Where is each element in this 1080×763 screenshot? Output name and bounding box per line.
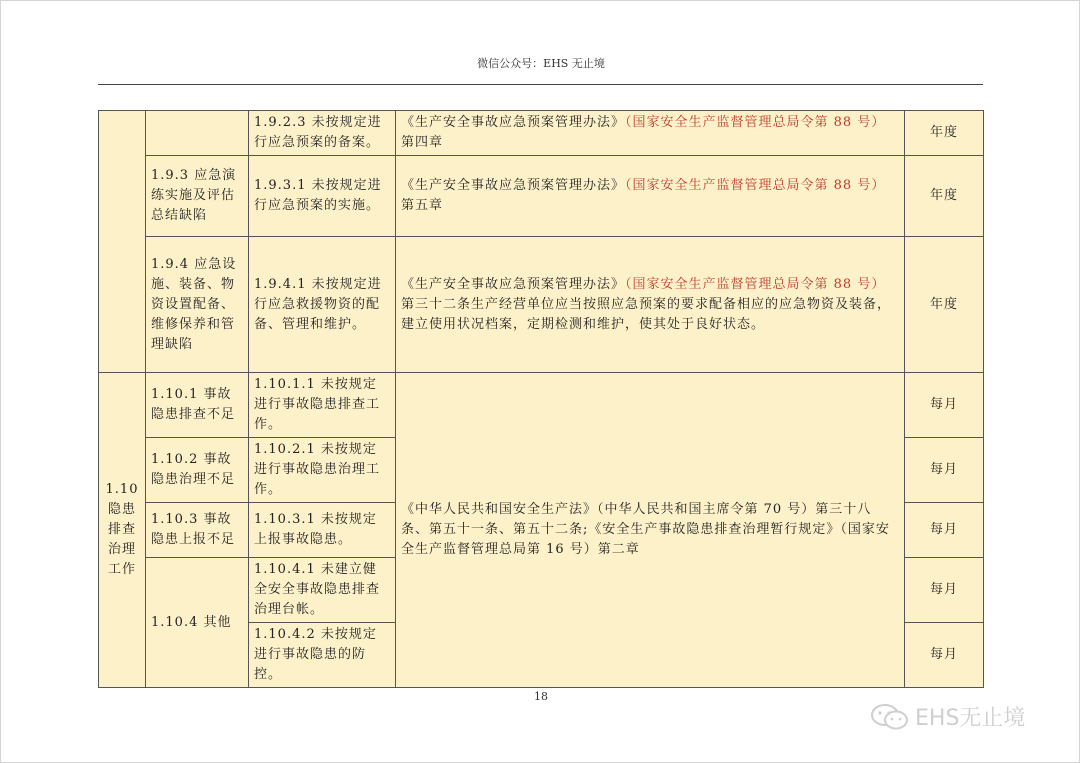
- basis-decree-text: （国家安全生产监督管理总局令第 88 号）: [625, 115, 886, 130]
- subcategory-cell: 1.10.1 事故隐患排查不足: [146, 373, 249, 438]
- table-row: [99, 111, 984, 156]
- basis-cell-merged: 《中华人民共和国安全生产法》（中华人民共和国主席令第 70 号）第三十八条、第五十一条、第五十二条;《安全生产事故隐患排查治理暂行规定》（国家安全生产监督管理总局第 16 号）第二章: [396, 373, 905, 688]
- item-cell: 1.9.3.1 未按规定进行应急预案的实施。: [249, 156, 396, 237]
- basis-cell: [396, 156, 905, 237]
- frequency-cell: 每月: [905, 438, 984, 503]
- item-cell: 1.10.4.1 未建立健全安全事故隐患排查治理台帐。: [249, 558, 396, 623]
- subcategory-cell: 1.10.2 事故隐患治理不足: [146, 438, 249, 503]
- frequency-cell: 年度: [905, 111, 984, 156]
- category-cell-1-10: 1.10 隐患排查治理工作: [99, 373, 146, 688]
- basis-chapter-text: 第四章: [401, 135, 444, 150]
- subcategory-cell: 1.10.4 其他: [146, 558, 249, 688]
- page-number: 18: [534, 690, 548, 703]
- subcategory-cell: 1.9.3 应急演练实施及评估总结缺陷: [146, 156, 249, 237]
- frequency-cell: 年度: [905, 156, 984, 237]
- page-header: 微信公众号：EHS 无止境: [477, 57, 605, 70]
- basis-decree-text: （国家安全生产监督管理总局令第 88 号）: [625, 178, 886, 193]
- item-cell: 1.10.1.1 未按规定进行事故隐患排查工作。: [249, 373, 396, 438]
- subcategory-cell: 1.10.3 事故隐患上报不足: [146, 503, 249, 558]
- frequency-cell: 每月: [905, 623, 984, 688]
- basis-chapter-text: 第三十二条生产经营单位应当按照应急预案的要求配备相应的应急物资及装备，建立使用状况档案，定期检测和维护，使其处于良好状态。: [401, 296, 892, 332]
- subcategory-cell: [146, 111, 249, 156]
- basis-cell: [396, 237, 905, 373]
- table-row: [99, 373, 984, 438]
- wechat-icon: [869, 702, 911, 732]
- table-row: [99, 237, 984, 373]
- watermark-text: EHS无止境: [915, 706, 1026, 731]
- frequency-cell: 每月: [905, 558, 984, 623]
- basis-text: 《生产安全事故应急预案管理办法》: [401, 178, 626, 193]
- item-cell: 1.10.4.2 未按规定进行事故隐患的防控。: [249, 623, 396, 688]
- frequency-cell: 每月: [905, 373, 984, 438]
- subcategory-cell: 1.9.4 应急设施、装备、物资设置配备、维修保养和管理缺陷: [146, 237, 249, 373]
- regulation-table: [98, 110, 984, 688]
- basis-text: 《生产安全事故应急预案管理办法》: [401, 115, 626, 130]
- basis-text: 《生产安全事故应急预案管理办法》: [401, 276, 626, 292]
- category-cell-1-9: [99, 111, 146, 373]
- watermark: [869, 701, 1025, 732]
- item-cell: 1.10.2.1 未按规定进行事故隐患治理工作。: [249, 438, 396, 503]
- header-rule: [98, 84, 983, 85]
- item-cell: 1.9.2.3 未按规定进行应急预案的备案。: [249, 111, 396, 156]
- frequency-cell: 年度: [905, 237, 984, 373]
- item-cell: 1.10.3.1 未按规定上报事故隐患。: [249, 503, 396, 558]
- table-row: [99, 156, 984, 237]
- item-cell: 1.9.4.1 未按规定进行应急救援物资的配备、管理和维护。: [249, 237, 396, 373]
- frequency-cell: 每月: [905, 503, 984, 558]
- basis-cell: [396, 111, 905, 156]
- basis-chapter-text: 第五章: [401, 198, 444, 213]
- basis-decree-text: （国家安全生产监督管理总局令第 88 号）: [625, 276, 886, 292]
